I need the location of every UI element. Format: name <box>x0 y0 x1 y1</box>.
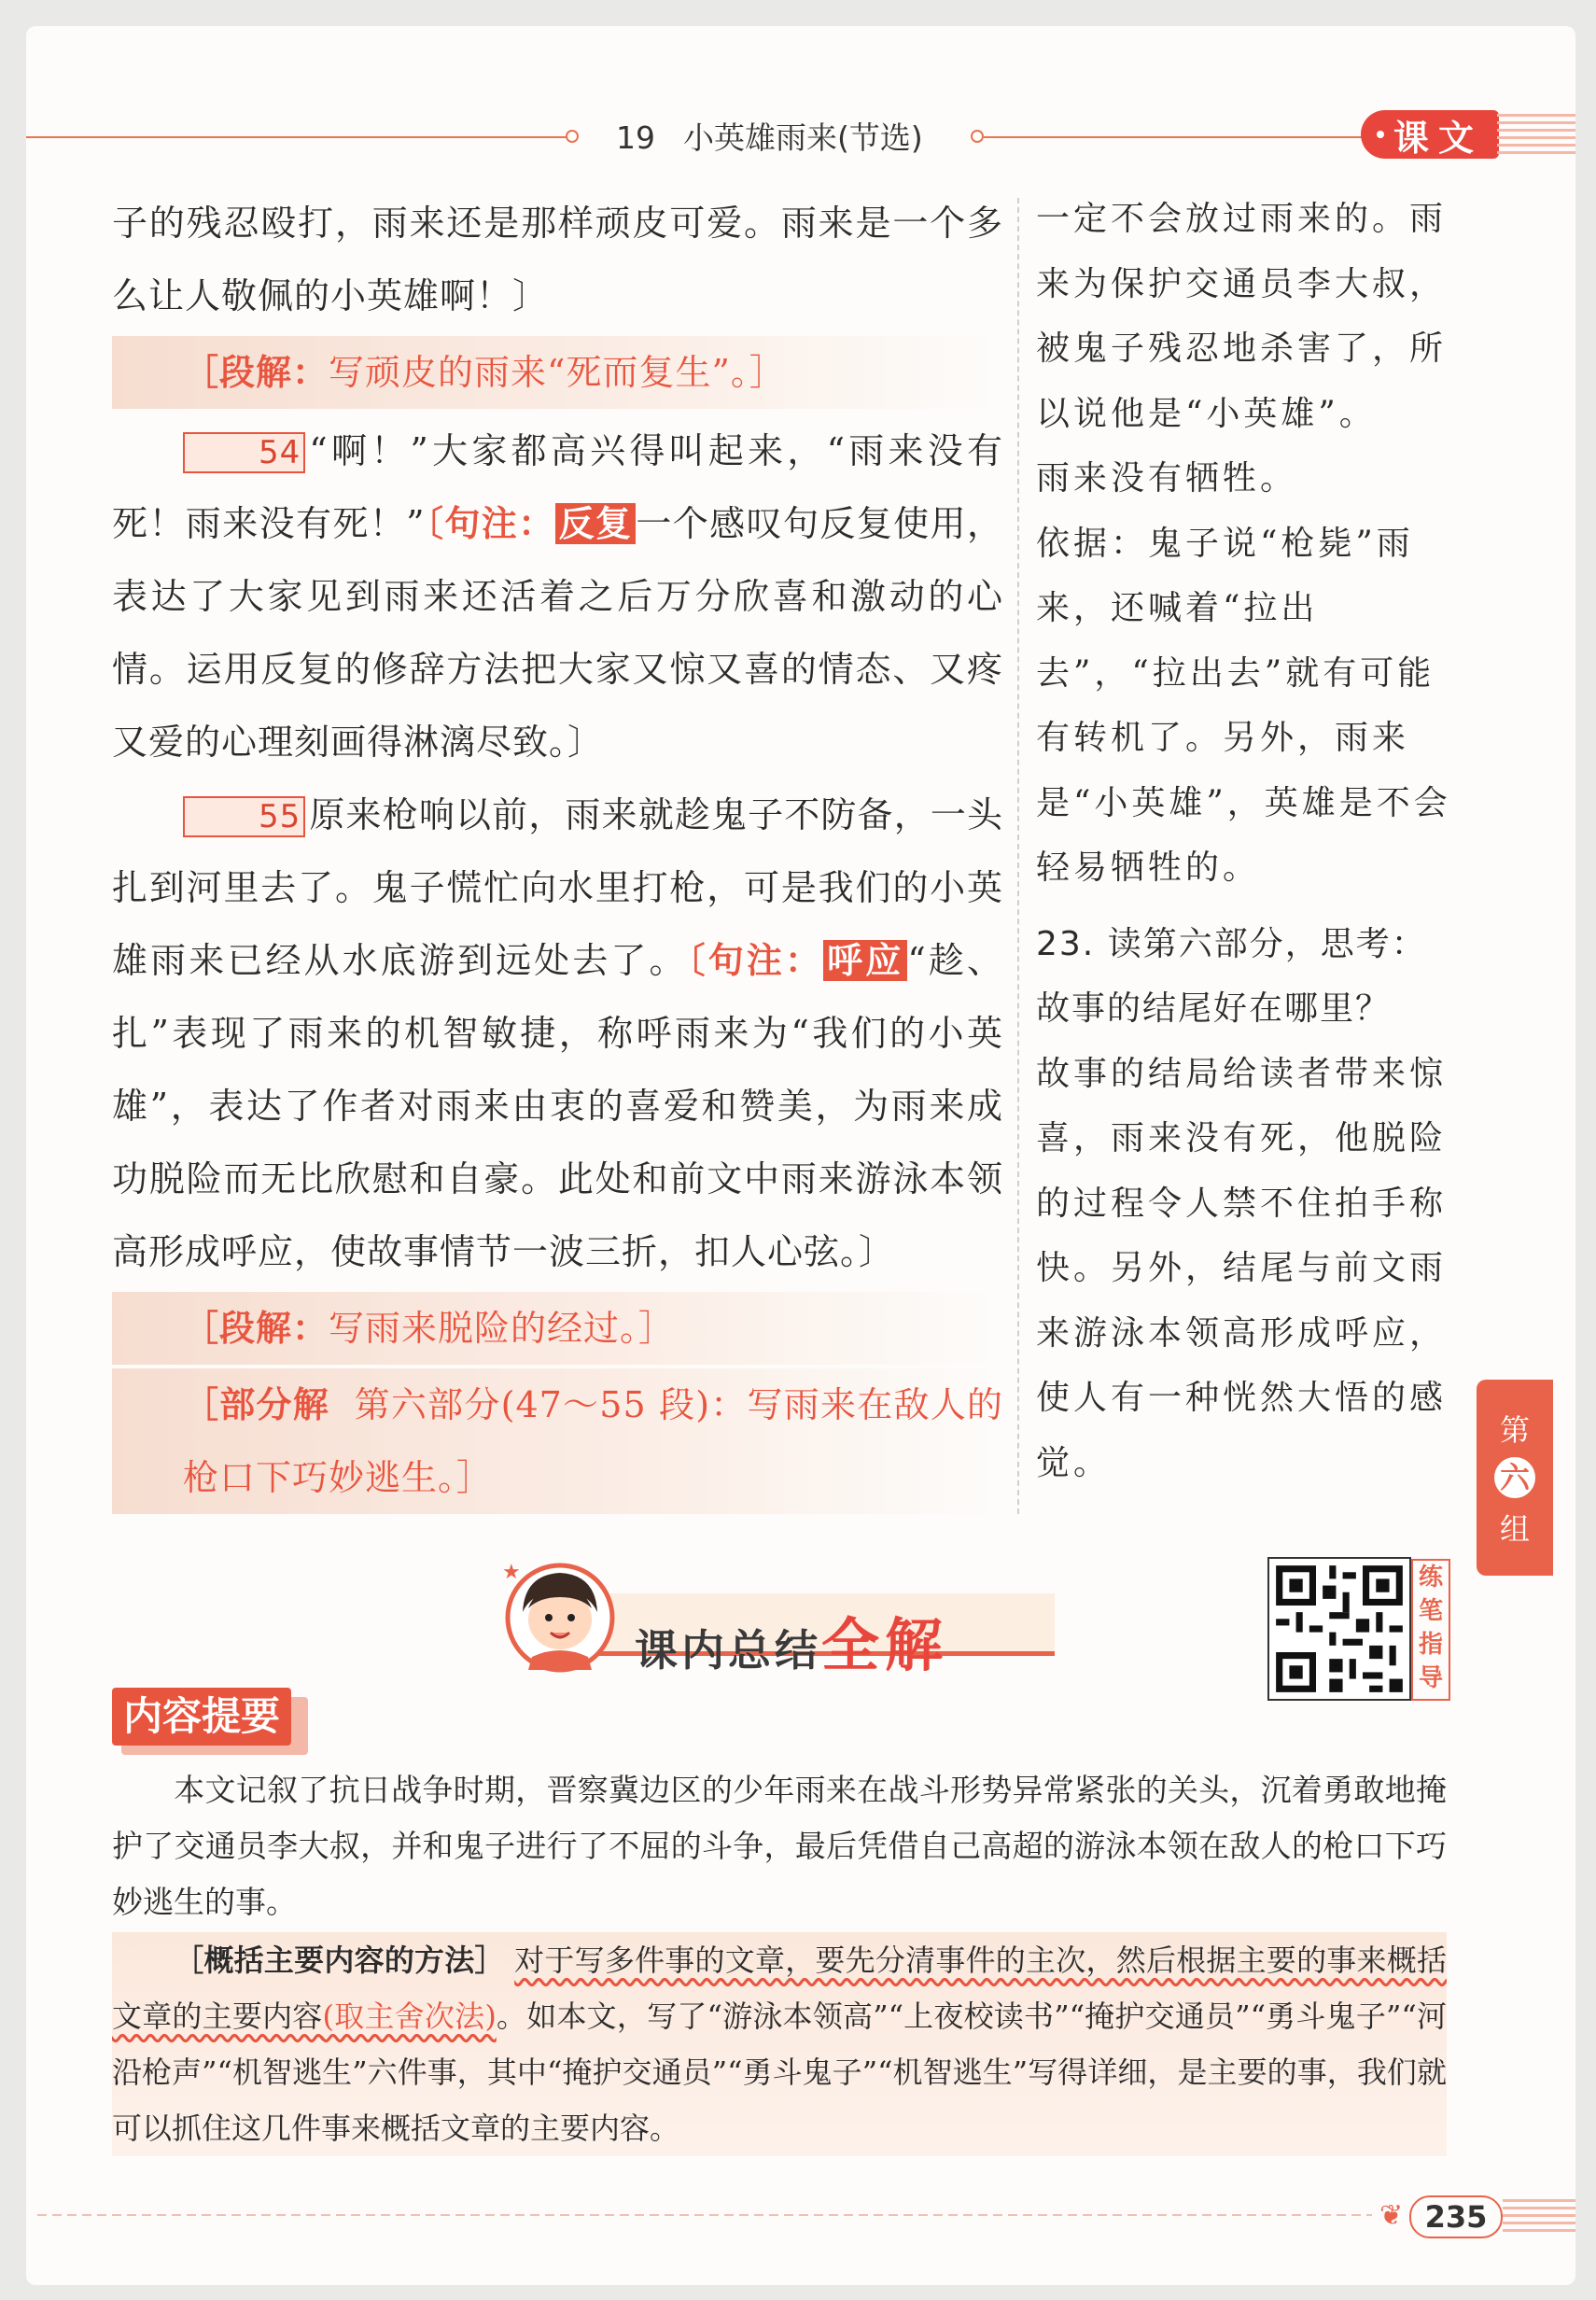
part-analysis: ［部分解 第六部分(47～55 段)：写雨来在敌人的枪口下巧妙逃生。］ <box>112 1368 1003 1514</box>
header-stripes <box>1497 114 1575 155</box>
method-key-sentence: 对于写多件事的文章，要先分清事件的主次，然后根据主要的事来概括文章的主要内容 <box>112 1942 1447 2034</box>
boy-mascot-icon <box>495 1554 625 1676</box>
note-tag: 呼应 <box>823 940 907 981</box>
paragraph-analysis-2: ［段解：写雨来脱险的经过。］ <box>112 1292 1003 1365</box>
side-answer-column <box>1036 187 1456 1495</box>
note-tag: 反复 <box>555 503 637 544</box>
tag-dot-icon <box>1377 131 1384 138</box>
header-rule-right <box>984 136 1366 138</box>
side-answer-1: 一定不会放过雨来的。雨来为保护交通员李大叔，被鬼子残忍地杀害了，所以说他是“小英雄”。 <box>1036 200 1448 433</box>
method-label: ［概括主要内容的方法］ <box>174 1942 505 1978</box>
unit-tab[interactable]: 第 六 组 <box>1477 1380 1553 1576</box>
summary-header <box>495 1554 1073 1679</box>
lesson-number: 19 <box>616 119 655 156</box>
content-summary-text: 本文记叙了抗日战争时期，晋察冀边区的少年雨来在战斗形势异常紧张的关头，沉着勇敢地掩护了交通员李大叔，并和鬼子进行了不屈的斗争，最后凭借自己高超的游泳本领在敌人的枪口下巧妙逃生的事。 <box>112 1772 1447 1920</box>
leaf-icon: ❦ <box>1379 2199 1404 2232</box>
svg-text:★: ★ <box>502 1561 521 1584</box>
header-title <box>616 114 923 158</box>
main-text-column <box>112 187 1003 1514</box>
side-question-23: 23. 读第六部分，思考：故事的结尾好在哪里？ <box>1036 924 1427 1028</box>
paragraph-number: 55 <box>183 796 305 837</box>
footer-stripes <box>1503 2199 1575 2233</box>
method-box: ［概括主要内容的方法］ 对于写多件事的文章，要先分清事件的主次，然后根据主要的事来概括文章的主要内容(取主舍次法)。如本文，写了“游泳本领高”“上夜校读书”“掩护交通员”“勇斗鬼子”“河沿枪声”“机智逃生”六件事，其中“掩护交通员”“勇斗鬼子”“机智逃生”写得详细，是主要的事，我们就可以抓住这几件事来概括文章的主要内容。 <box>112 1932 1447 2156</box>
qr-label: 练笔指导 <box>1411 1559 1450 1701</box>
side-answer-3: 依据：鬼子说“枪毙”雨来，还喊着“拉出去”，“拉出去”就有可能有转机了。另外，雨来是“小英雄”，英雄是不会轻易牺牲的。 <box>1036 524 1451 887</box>
method-name: (取主舍次法) <box>322 1998 497 2034</box>
paragraph-number: 54 <box>183 432 305 473</box>
paragraph-55: 55 原来枪响以前，雨来就趁鬼子不防备，一头扎到河里去了。鬼子慌忙向水里打枪，可是我们的小英雄雨来已经从水底游到远处去了。〔句注： 呼应 “趁、扎”表现了雨来的机智敏捷，称呼雨来为“我们的小英雄”，表达了作者对雨来由衷的喜爱和赞美，为雨来成功脱险而无比欣慰和自豪。此处和前文中雨来游泳本领高形成呼应，使故事情节一波三折，扣人心弦。〕 <box>112 794 1003 1272</box>
summary-title: 课内总结全解 <box>635 1611 949 1679</box>
content-summary-tag: 内容提要 <box>112 1688 291 1746</box>
column-divider <box>1017 198 1019 1514</box>
paragraph-analysis-1: ［段解：写顽皮的雨来“死而复生”。］ <box>112 336 1003 409</box>
paragraph-continued: 子的残忍殴打，雨来还是那样顽皮可爱。雨来是一个多么让人敬佩的小英雄啊！〕 <box>112 203 1003 316</box>
page-number: 235 <box>1409 2195 1503 2238</box>
side-answer-2: 雨来没有牺牲。 <box>1036 459 1298 498</box>
header-rule-left <box>26 136 567 138</box>
header-rule-dot <box>971 130 984 143</box>
lesson-title: 小英雄雨来(节选) <box>683 119 923 156</box>
header-rule-dot <box>566 130 579 143</box>
qr-code-icon[interactable] <box>1267 1557 1411 1701</box>
section-tag: 课文 <box>1361 110 1499 159</box>
side-answer-23: 故事的结局给读者带来惊喜，雨来没有死，他脱险的过程令人禁不住拍手称快。另外，结尾与前文雨来游泳本领高形成呼应，使人有一种恍然大悟的感觉。 <box>1036 1054 1448 1482</box>
paragraph-54: 54 “啊！”大家都高兴得叫起来，“雨来没有死！雨来没有死！”〔句注： 反复 一个感叹句反复使用，表达了大家见到雨来还活着之后万分欣喜和激动的心情。运用反复的修辞方法把大家又惊又喜的情态、又疼又爱的心理刻画得淋漓尽致。〕 <box>112 430 1003 763</box>
footer-rule <box>37 2214 1372 2216</box>
